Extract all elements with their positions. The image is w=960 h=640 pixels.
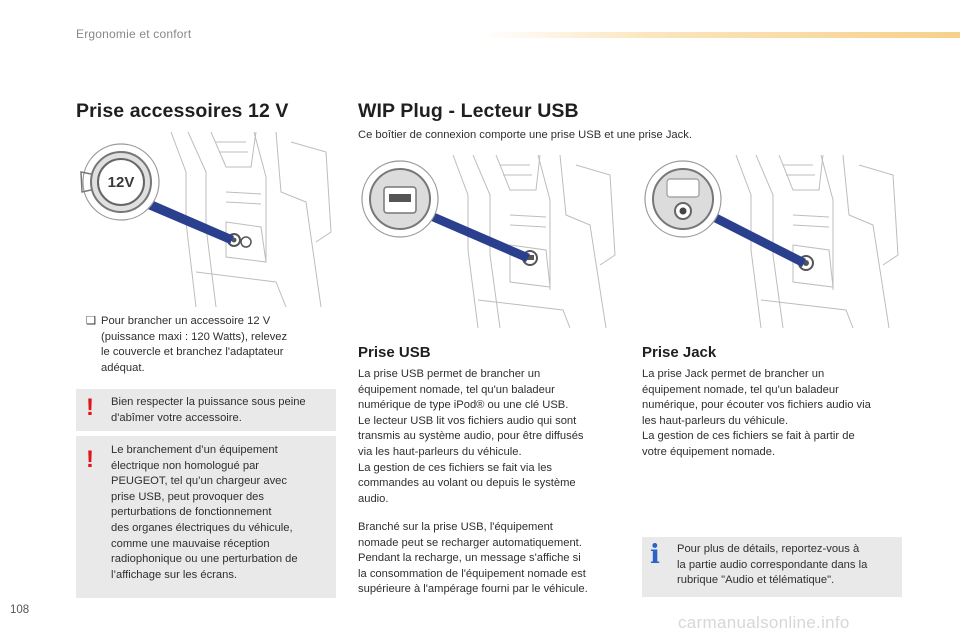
warning-icon: !: [86, 446, 94, 473]
info-icon: i: [650, 540, 660, 570]
audio-info-note: [642, 537, 902, 597]
accessory-instruction: Pour brancher un accessoire 12 V (puissance maxi : 120 Watts), relevez le couvercle et branchez l'adaptateur adéquat.: [101, 315, 288, 374]
jack-heading: Prise Jack: [642, 344, 717, 361]
usb-charging-description: Branché sur la prise USB, l'équipement nomade peut se recharger automatiquement. Pendant la recharge, un message s'affiche si la consommation de l'équipement nomade est supérieure à l'ampérage fourni par le véhicule.: [358, 521, 588, 596]
instruction-bullet: ❑: [86, 315, 97, 327]
usb-description: La prise USB permet de brancher un équipement nomade, tel qu'un baladeur numérique de type iPod® ou une clé USB. Le lecteur USB lit vos fichiers audio qui sont transmis au système audio, pour être diffusés via les haut-parleurs du véhicule. La gestion de ces fichiers se fait via les commandes au volant ou depuis le système audio.: [358, 368, 584, 505]
header-decoration-bar: [480, 32, 960, 38]
usb-socket-illustration: [358, 155, 620, 328]
usb-heading: Prise USB: [358, 344, 431, 361]
jack-socket-illustration: [641, 155, 903, 328]
wip-plug-intro: Ce boîtier de connexion comporte une prise USB et une prise Jack.: [358, 129, 692, 141]
accessory-socket-heading: Prise accessoires 12 V: [76, 100, 289, 122]
power-warning-text: Bien respecter la puissance sous peine d'abîmer votre accessoire.: [111, 396, 306, 424]
wip-plug-heading: WIP Plug - Lecteur USB: [358, 100, 579, 122]
warning-icon: !: [86, 394, 94, 421]
audio-info-text: Pour plus de détails, reportez-vous à la partie audio correspondante dans la rubrique "Audio et télématique".: [677, 543, 868, 587]
homologation-warning-note: [76, 436, 336, 598]
power-warning-note: [76, 389, 336, 431]
watermark: carmanualsonline.info: [678, 613, 850, 632]
socket-12v-label: 12V: [107, 174, 135, 191]
accessory-socket-illustration: [76, 132, 336, 307]
jack-description: La prise Jack permet de brancher un équipement nomade, tel qu'un baladeur numérique, pour écouter vos fichiers audio via les haut-parleurs du véhicule. La gestion de ces fichiers se fait à partir de votre équipement nomade.: [642, 368, 871, 458]
homologation-warning-text: Le branchement d’un équipement électrique non homologué par PEUGEOT, tel qu’un chargeur avec prise USB, peut provoquer des perturbations de fonctionnement des organes électriques du véhicule, comme une mauvaise réception radiophonique ou une perturbation de l’affichage sur les écrans.: [111, 444, 298, 581]
section-title: Ergonomie et confort: [76, 27, 192, 41]
page-number: 108: [10, 604, 30, 616]
